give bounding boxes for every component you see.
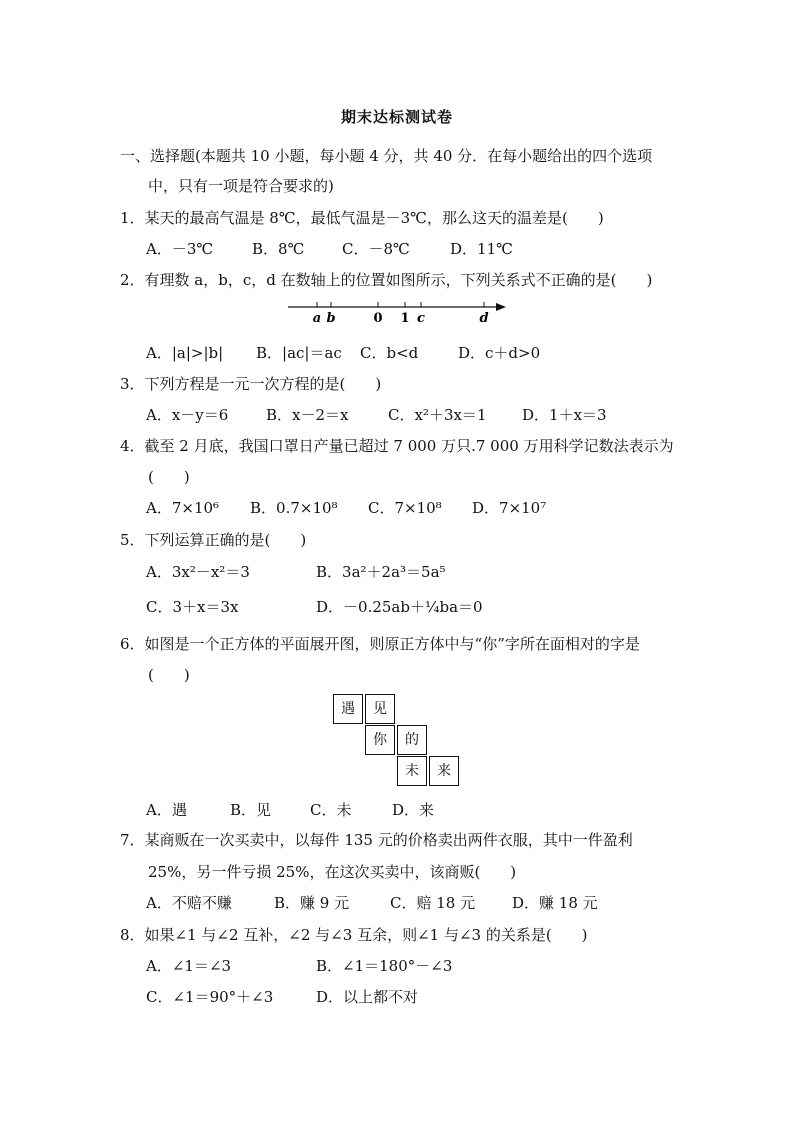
q1-option-a: A．－3℃ — [146, 240, 214, 258]
q5-option-b: B．3a²＋2a³＝5a⁵ — [316, 563, 446, 581]
number-line-svg — [288, 296, 508, 326]
q5-stem: 5．下列运算正确的是( ) — [120, 531, 307, 549]
q4-option-b: B．0.7×10⁸ — [250, 499, 338, 517]
q4-stem: 4．截至 2 月底，我国口罩日产量已超过 7 000 万只.7 000 万用科学记数法表示为 — [120, 437, 674, 455]
q2-option-b: B．|ac|＝ac — [256, 344, 342, 362]
q1-option-d: D．11℃ — [450, 240, 513, 258]
q7-stem: 7．某商贩在一次买卖中，以每件 135 元的价格卖出两件衣服，其中一件盈利 — [120, 831, 633, 849]
q6-stem-cont: ( ) — [148, 666, 190, 684]
net-cell-1: 遇 — [333, 694, 363, 724]
q3-option-b: B．x－2＝x — [266, 406, 349, 424]
number-line-arrow — [496, 303, 506, 311]
q6-option-c: C．未 — [310, 801, 352, 819]
net-cell-2: 见 — [365, 694, 395, 724]
q2-option-a: A．|a|>|b| — [146, 344, 224, 362]
label-c: c — [417, 311, 425, 326]
q5-option-c: C．3＋x＝3x — [146, 598, 239, 616]
q5-option-d: D．－0.25ab＋¼ba＝0 — [316, 598, 483, 616]
q8-stem: 8．如果∠1 与∠2 互补，∠2 与∠3 互余，则∠1 与∠3 的关系是( ) — [120, 926, 588, 944]
q6-option-d: D．来 — [392, 801, 435, 819]
q3-option-d: D．1＋x＝3 — [522, 406, 607, 424]
q1-stem: 1．某天的最高气温是 8℃，最低气温是－3℃，那么这天的温差是( ) — [120, 209, 604, 227]
q1-option-b: B．8℃ — [252, 240, 305, 258]
label-a: a — [312, 311, 322, 326]
section-heading: 一、选择题(本题共 10 小题，每小题 4 分，共 40 分．在每小题给出的四个选项 — [120, 147, 653, 165]
q3-option-c: C．x²＋3x＝1 — [388, 406, 487, 424]
q7-stem-cont: 25%，另一件亏损 25%，在这次买卖中，该商贩( ) — [148, 863, 517, 881]
q8-option-a: A．∠1＝∠3 — [146, 957, 232, 975]
q8-option-d: D．以上都不对 — [316, 988, 419, 1006]
q3-option-a: A．x－y＝6 — [146, 406, 229, 424]
q7-option-b: B．赚 9 元 — [274, 894, 350, 912]
q6-option-b: B．见 — [230, 801, 272, 819]
label-0: 0 — [373, 311, 383, 326]
net-cell-5: 未 — [397, 756, 427, 786]
q4-option-d: D．7×10⁷ — [472, 499, 547, 517]
q8-option-b: B．∠1＝180°－∠3 — [316, 957, 453, 975]
section-heading-cont: 中，只有一项是符合要求的) — [148, 177, 334, 195]
q3-stem: 3．下列方程是一元一次方程的是( ) — [120, 375, 382, 393]
q8-option-c: C．∠1＝90°＋∠3 — [146, 988, 274, 1006]
q5-option-a: A．3x²－x²＝3 — [146, 563, 250, 581]
q1-option-c: C．－8℃ — [342, 240, 410, 258]
q7-option-d: D．赚 18 元 — [512, 894, 598, 912]
q6-stem: 6．如图是一个正方体的平面展开图，则原正方体中与“你”字所在面相对的字是 — [120, 635, 640, 653]
label-1: 1 — [400, 311, 410, 326]
q2-option-d: D．c＋d>0 — [458, 344, 541, 362]
q6-option-a: A．遇 — [146, 801, 187, 819]
q4-option-a: A．7×10⁶ — [146, 499, 220, 517]
page-title: 期末达标测试卷 — [340, 108, 453, 126]
q2-option-c: C．b<d — [360, 344, 419, 362]
q2-stem: 2．有理数 a，b，c，d 在数轴上的位置如图所示，下列关系式不正确的是( ) — [120, 271, 653, 289]
label-b: b — [326, 311, 336, 326]
q4-option-c: C．7×10⁸ — [368, 499, 442, 517]
net-cell-3: 你 — [365, 725, 395, 755]
cube-net-figure — [333, 694, 459, 786]
net-cell-6: 来 — [429, 756, 459, 786]
q7-option-a: A．不赔不赚 — [146, 894, 232, 912]
net-cell-4: 的 — [397, 725, 427, 755]
label-d: d — [479, 311, 489, 326]
q4-stem-cont: ( ) — [148, 468, 190, 486]
number-line-figure — [288, 296, 508, 326]
q7-option-c: C．赔 18 元 — [390, 894, 476, 912]
